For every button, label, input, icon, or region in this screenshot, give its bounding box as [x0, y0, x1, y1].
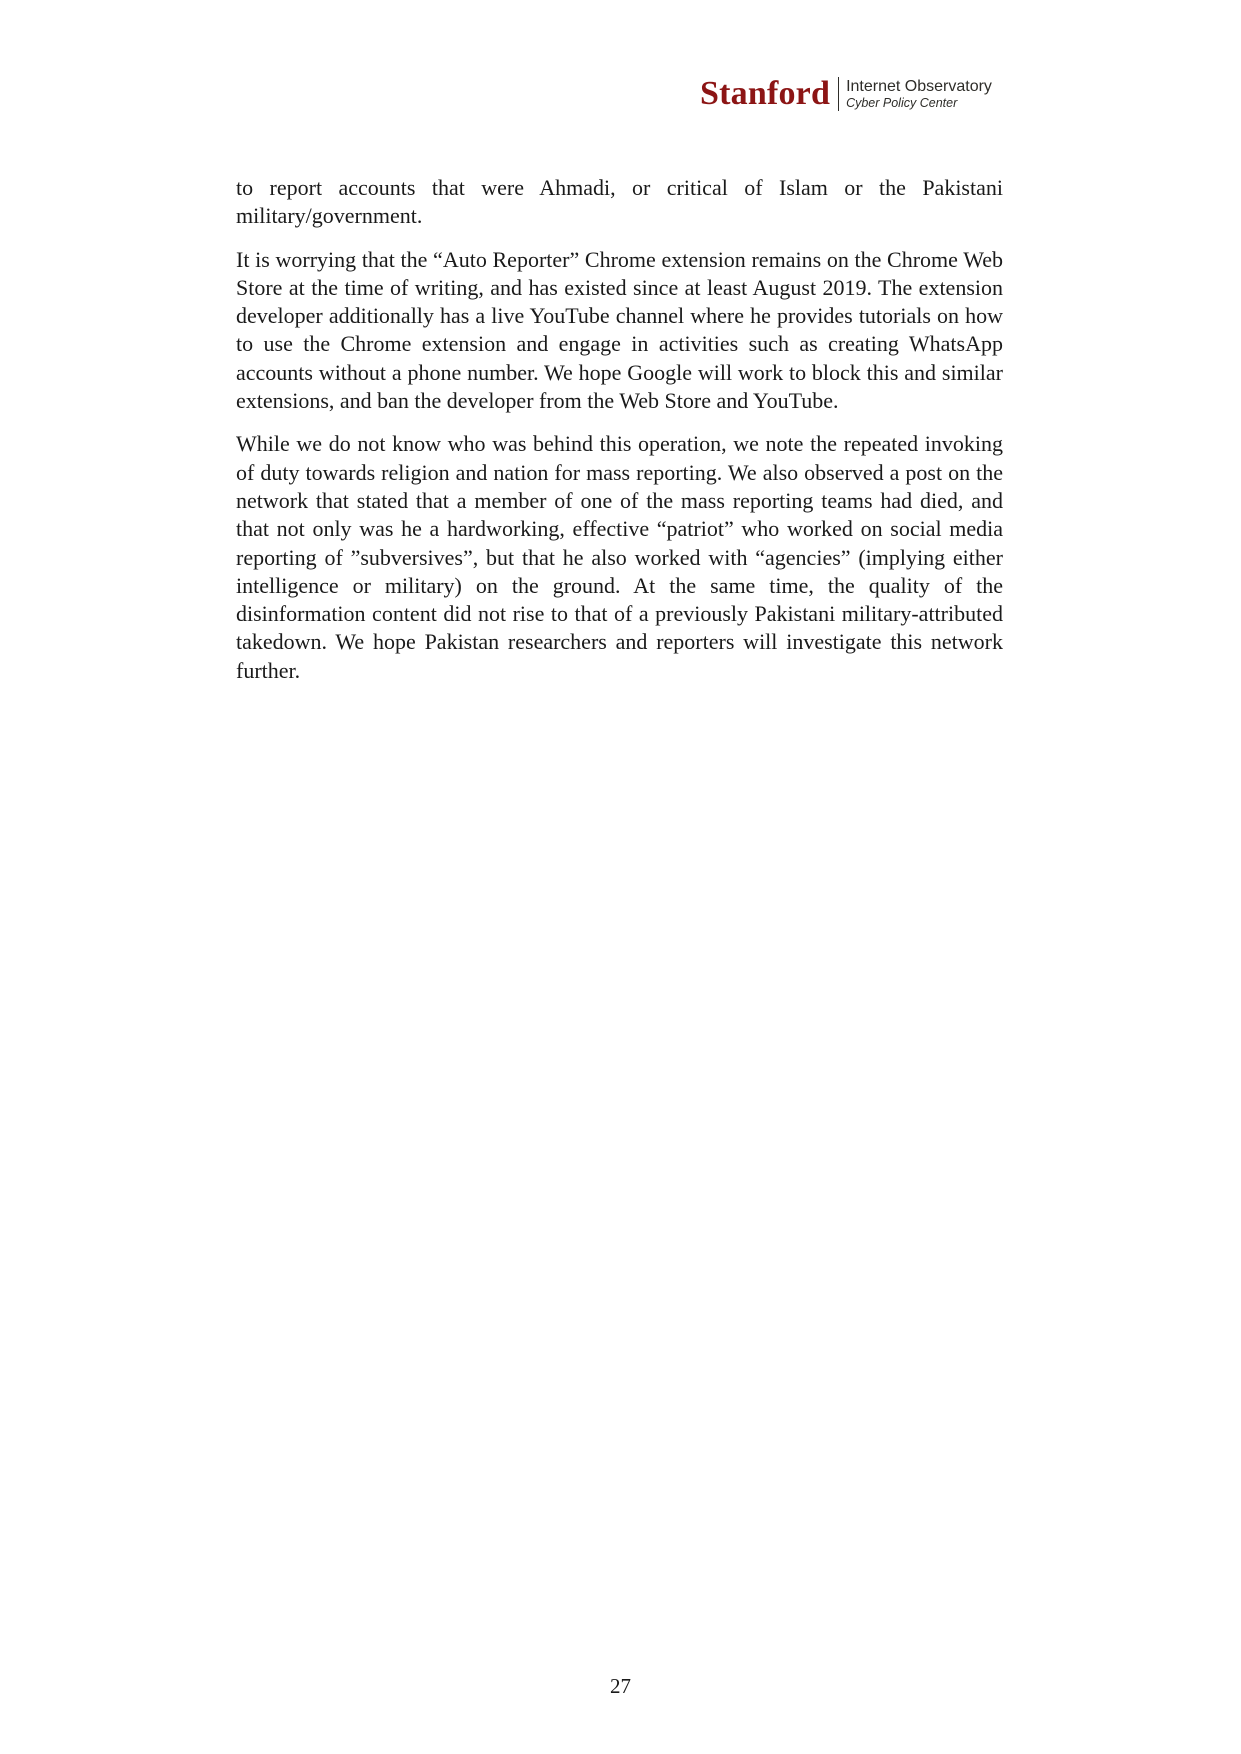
- paragraph: It is worrying that the “Auto Reporter” Chrome extension remains on the Chrome Web Store at the time of writing, and has existed since at least August 2019. The extension developer additionally has a live YouTube channel where he provides tutorials on how to use the Chrome extension and engage in activities such as creating WhatsApp accounts without a phone number. We hope Google will work to block this and similar extensions, and ban the developer from the Web Store and YouTube.: [236, 246, 1003, 414]
- paragraph: While we do not know who was behind this operation, we note the repeated invoking of duty towards religion and nation for mass reporting. We also observed a post on the network that stated that a member of one of the mass reporting teams had died, and that not only was he a hardworking, effective “patriot” who worked on social media reporting of ”subversives”, but that he also worked with “agencies” (implying either intelligence or military) on the ground. At the same time, the quality of the disinformation content did not rise to that of a previously Pakistani military-attributed takedown. We hope Pakistan researchers and reporters will investigate this network further.: [236, 431, 1003, 683]
- logo-center-name: Cyber Policy Center: [846, 96, 958, 110]
- logo-divider: [838, 77, 839, 111]
- logo-subtitle: [846, 78, 992, 111]
- paragraph: to report accounts that were Ahmadi, or critical of Islam or the Pakistani military/government.: [236, 175, 1003, 229]
- page-number: 27: [610, 1674, 631, 1698]
- logo-org-name: Internet Observatory: [846, 77, 992, 95]
- body-text: [236, 174, 1003, 700]
- stanford-logo: [700, 72, 992, 116]
- logo-wordmark: Stanford: [700, 75, 831, 112]
